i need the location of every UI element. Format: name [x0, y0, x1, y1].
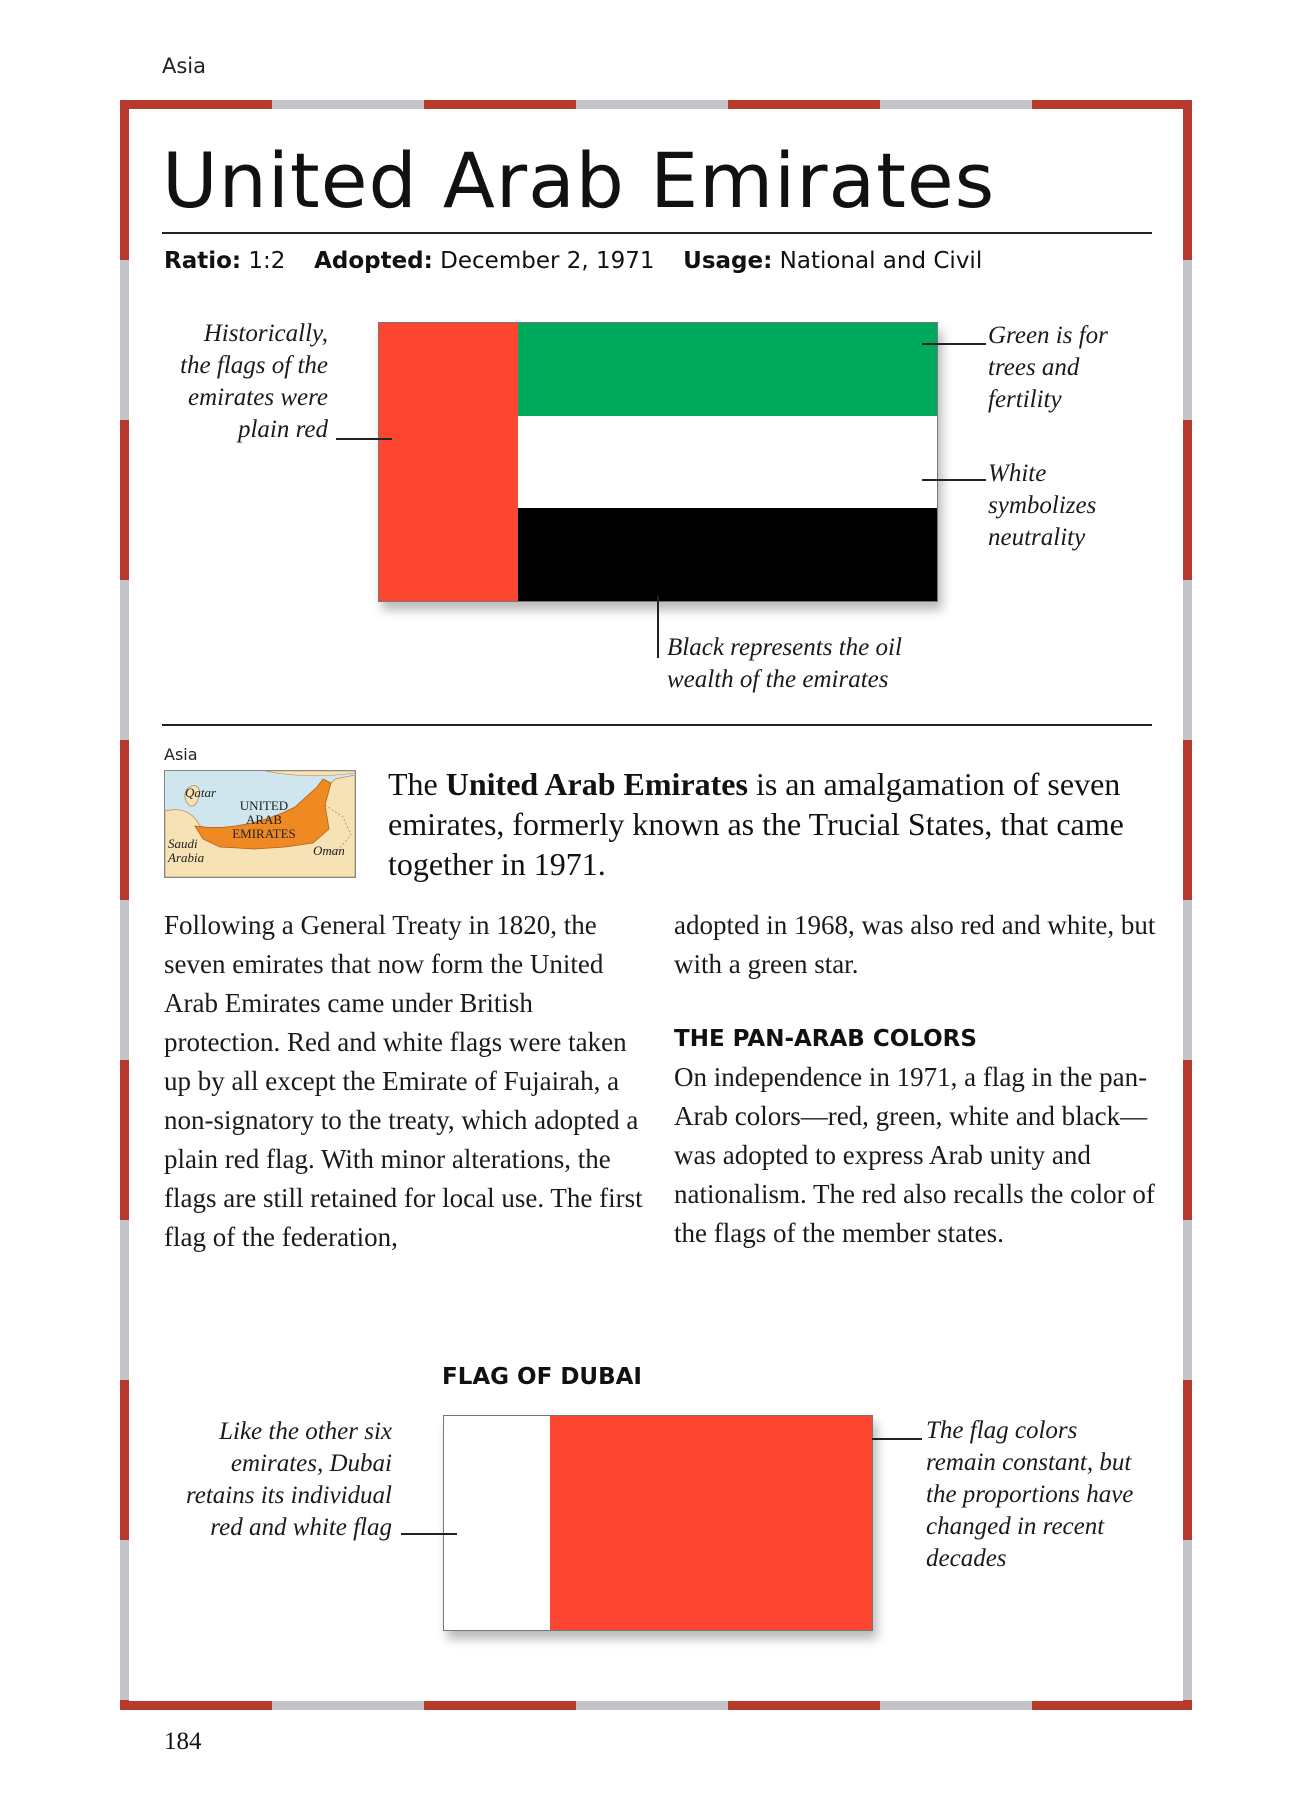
caption-black	[667, 632, 987, 696]
intro-paragraph	[388, 764, 1158, 884]
page-number: 184	[164, 1728, 202, 1755]
pan-arab-heading: THE PAN-ARAB COLORS	[674, 1026, 977, 1052]
usage-value: National and Civil	[779, 248, 983, 274]
body-column-left: Following a General Treaty in 1820, the seven emirates that now form the United Arab Emirates came under British protection. Red and white flags were taken up by all except the Emirate of Fujairah, a non-signatory to the treaty, which adopted a plain red flag. With minor alterations, the flags are still retained for local use. The first flag of the federation,	[164, 910, 643, 1252]
caption-line: the proportions have	[926, 1481, 1134, 1508]
column-continuation: adopted in 1968, was also red and white, but with a green star.	[674, 910, 1156, 979]
frame-top	[120, 100, 1192, 109]
caption-line: symbolizes	[988, 492, 1097, 519]
map-label-qatar: Qatar	[185, 785, 217, 800]
dubai-flag	[443, 1415, 873, 1631]
usage-label: Usage:	[683, 248, 773, 274]
intro-text: The	[388, 766, 446, 802]
caption-line: neutrality	[988, 524, 1086, 551]
caption-line: red and white flag	[210, 1514, 392, 1541]
frame-left	[120, 100, 129, 1710]
section-rule	[162, 724, 1152, 726]
adopted-label: Adopted:	[314, 248, 433, 274]
intro-country: United Arab Emirates	[445, 766, 748, 802]
caption-line: Green is for	[988, 322, 1108, 349]
caption-line: the flags of the	[180, 352, 328, 379]
caption-line: White	[988, 460, 1047, 487]
dubai-heading: FLAG OF DUBAI	[442, 1364, 642, 1390]
locator-region: Asia	[164, 745, 198, 764]
caption-line: decades	[926, 1545, 1007, 1572]
caption-line: trees and	[988, 354, 1080, 381]
leader-black	[657, 596, 659, 658]
caption-line: Like the other six	[219, 1418, 392, 1445]
map-label-saudi-line: Saudi	[168, 836, 198, 851]
caption-line: changed in recent	[926, 1513, 1105, 1540]
map-label-uae-line: ARAB	[245, 812, 283, 827]
caption-line: retains its individual	[185, 1482, 392, 1509]
map-label-saudi-line: Arabia	[168, 850, 205, 865]
caption-green	[988, 320, 1188, 416]
leader-red	[336, 438, 392, 440]
flag-white-band	[518, 416, 937, 508]
ratio-label: Ratio:	[164, 248, 242, 274]
uae-flag	[378, 322, 938, 602]
frame-bottom	[120, 1701, 1192, 1710]
map-label-uae-line: EMIRATES	[232, 826, 296, 841]
caption-line: emirates, Dubai	[230, 1450, 392, 1477]
dubai-caption-right	[926, 1415, 1176, 1575]
leader-white	[922, 479, 986, 481]
map-label-saudi	[168, 837, 204, 865]
flag-red-band	[379, 323, 518, 601]
pan-arab-paragraph: On independence in 1971, a flag in the pan-Arab colors—red, green, white and black—was adopted to express Arab unity and nationalism. The red also recalls the color of the flags of the member states.	[674, 1062, 1155, 1248]
map-label-oman: Oman	[313, 843, 345, 858]
title-rule	[162, 232, 1152, 234]
caption-line: Black represents the oil	[667, 634, 902, 661]
page-title: United Arab Emirates	[162, 136, 996, 225]
caption-line: plain red	[237, 416, 328, 443]
dubai-red-band	[550, 1416, 872, 1630]
flag-green-band	[518, 323, 937, 416]
leader-green	[922, 343, 986, 345]
dubai-caption-left	[150, 1416, 392, 1544]
flag-meta	[164, 248, 982, 274]
map-label-uae-line: UNITED	[239, 798, 289, 813]
body-column-right	[674, 906, 1158, 1253]
land-iran	[265, 771, 355, 776]
caption-historically	[140, 318, 328, 446]
caption-line: remain constant, but	[926, 1449, 1132, 1476]
dubai-leader-left	[401, 1533, 457, 1535]
caption-line: fertility	[988, 386, 1062, 413]
ratio-value: 1:2	[248, 248, 286, 274]
caption-line: emirates were	[187, 384, 328, 411]
map-label-uae	[221, 799, 307, 841]
caption-white	[988, 458, 1188, 554]
flag-black-band	[518, 508, 937, 601]
caption-line: The flag colors	[926, 1417, 1078, 1444]
dubai-leader-right	[872, 1438, 922, 1440]
dubai-white-band	[444, 1416, 550, 1630]
caption-line: Historically,	[203, 320, 328, 347]
caption-line: wealth of the emirates	[667, 666, 889, 693]
adopted-value: December 2, 1971	[440, 248, 655, 274]
locator-map	[164, 770, 356, 878]
intro-text: is an amalgamation of seven emirates, formerly known as the Trucial States, that came together in 1971.	[388, 766, 1124, 882]
running-header: Asia	[162, 54, 207, 78]
